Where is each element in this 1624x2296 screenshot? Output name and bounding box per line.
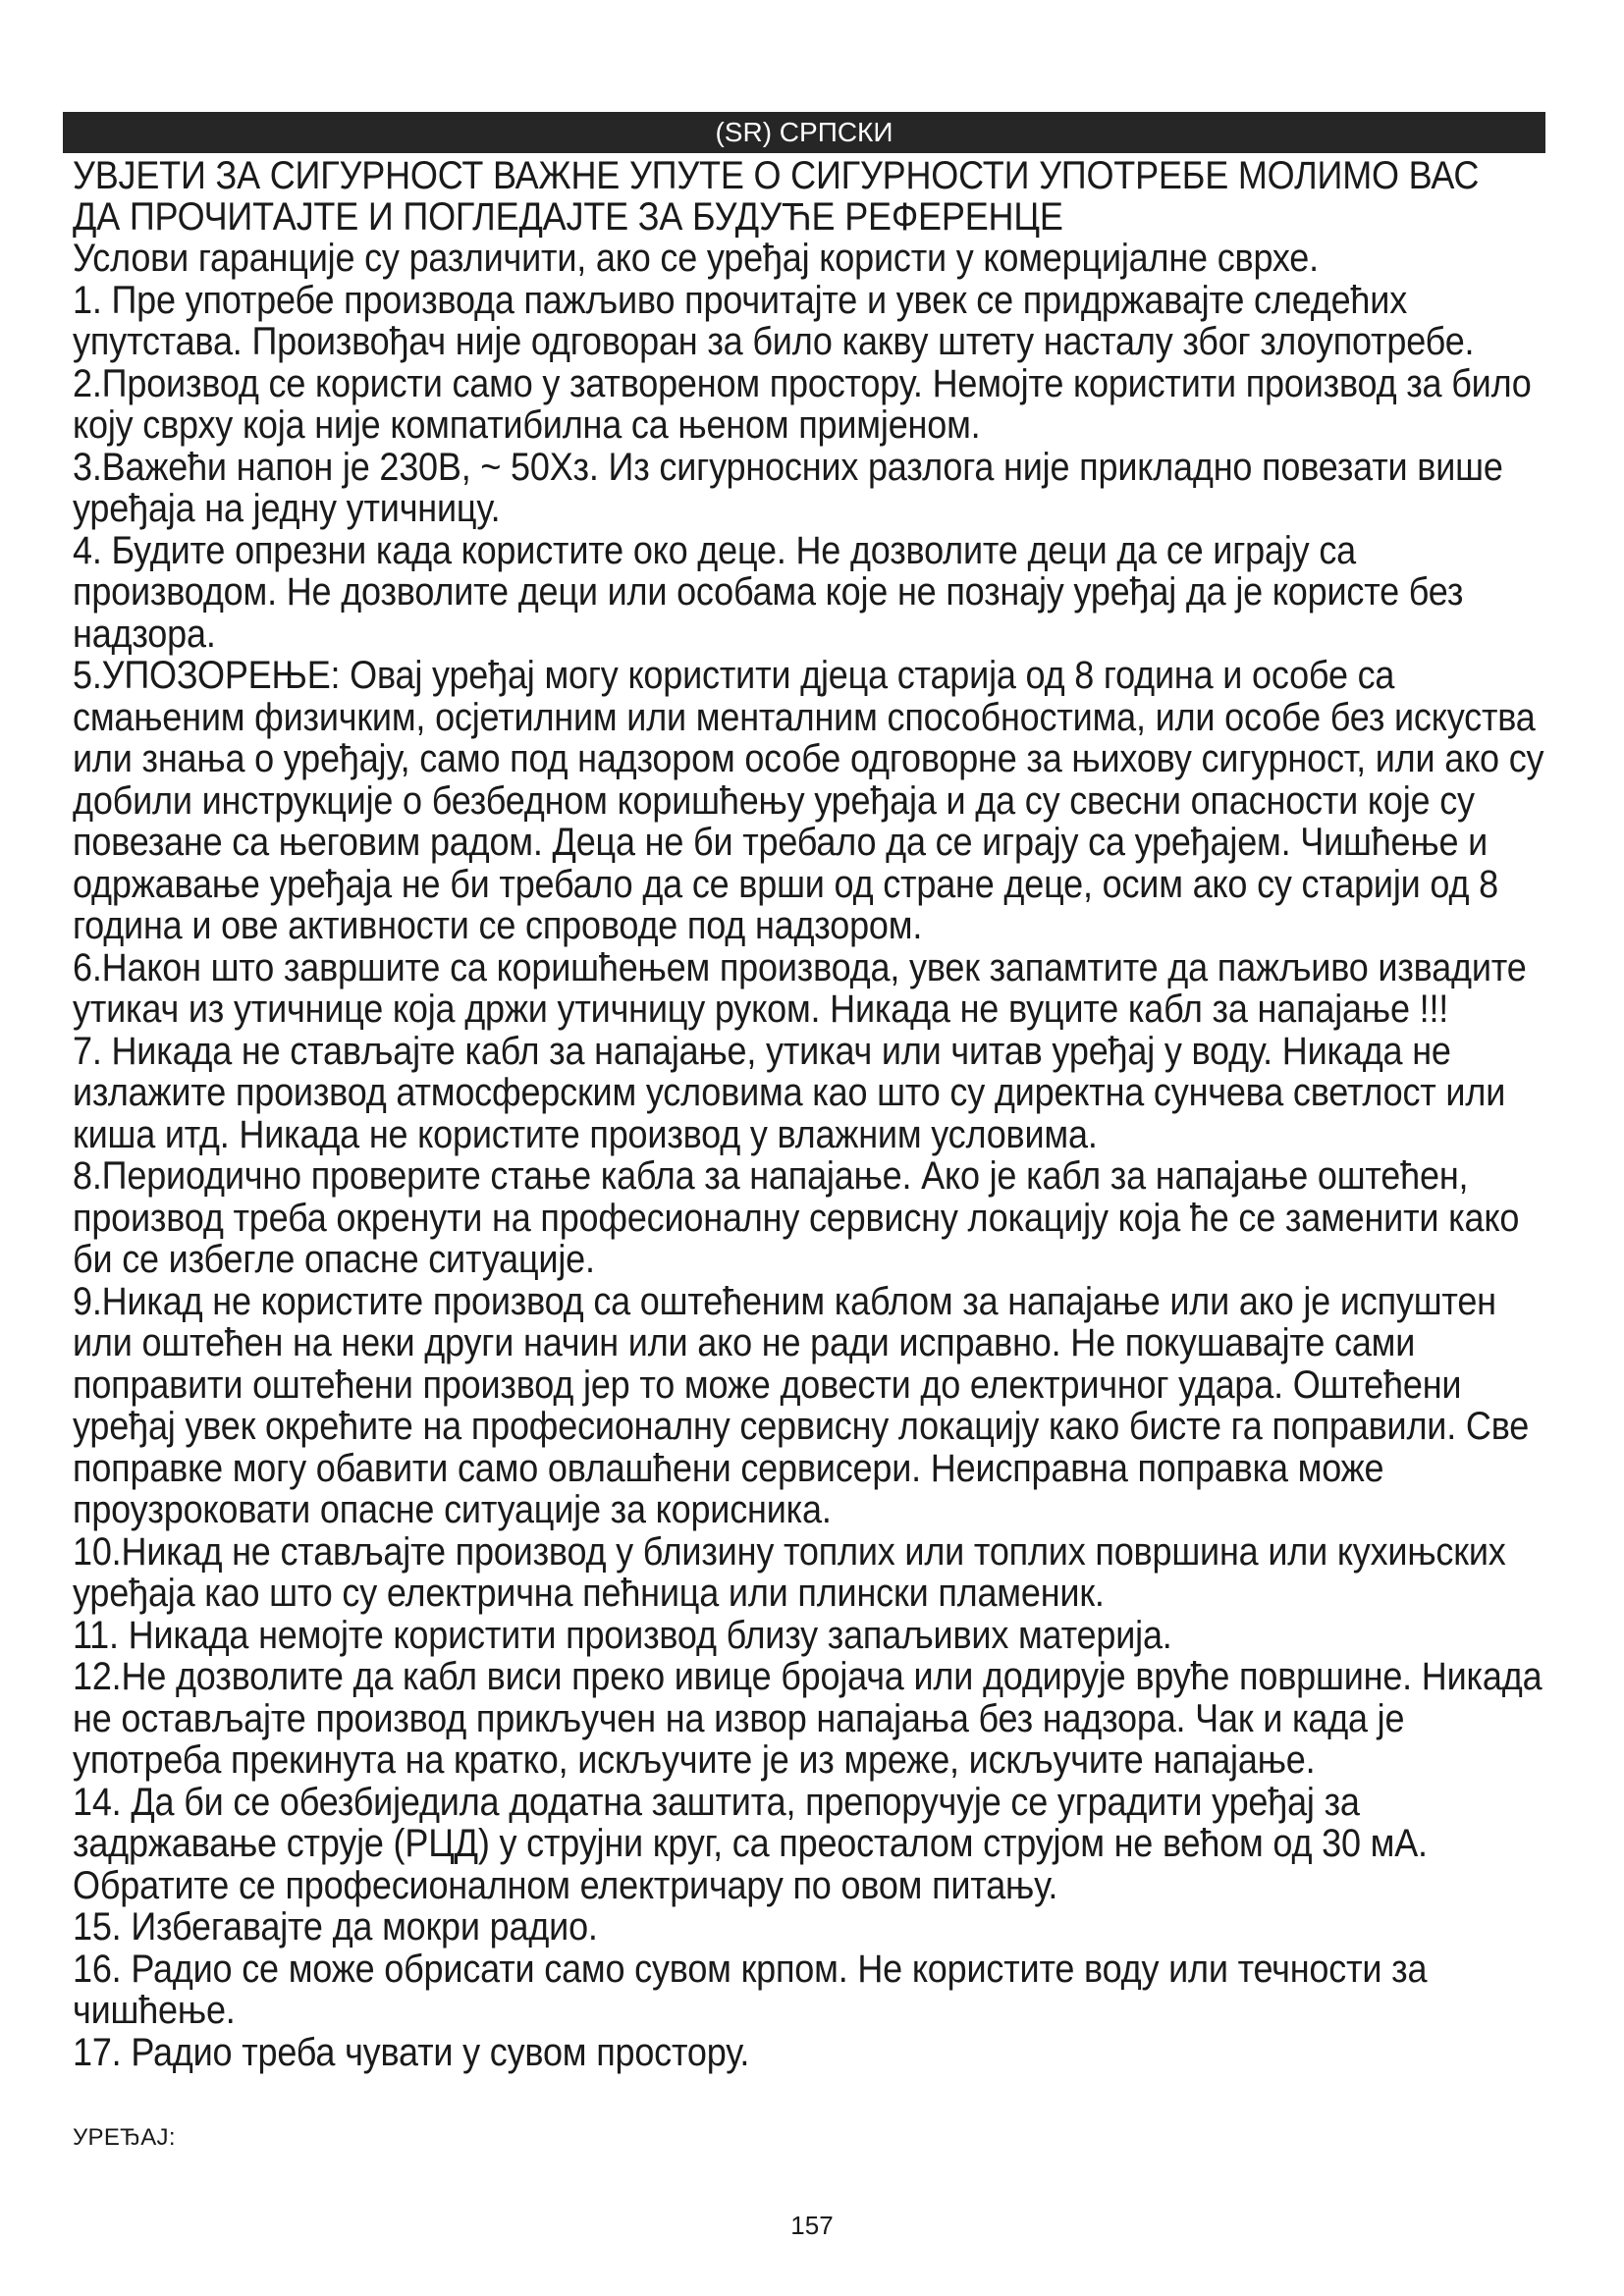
instruction-6: 6.Након што завршите са коришћењем производа, увек запамтите да пажљиво извадите утикач из утичнице која држи утичницу руком. Никада не вуците кабл за напајање !!! — [73, 945, 1527, 1031]
intro-paragraph: Услови гаранције су различити, ако се уређај користи у комерцијалне сврхе. — [73, 237, 1319, 280]
instruction-10: 10.Никад не стављајте производ у близину топлих или топлих површина или кухињских уређаја као што су електрична пећница или плински пламеник. — [73, 1529, 1506, 1615]
document-title — [73, 155, 1544, 238]
title-line-2: ДА ПРОЧИТАЈТЕ И ПОГЛЕДАЈТЕ ЗА БУДУЋЕ РЕФЕРЕНЦЕ — [73, 195, 1063, 239]
instruction-9: 9.Никад не користите производ са оштећеним каблом за напајање или ако је испуштен или оштећен на неки други начин или ако не ради исправно. Не покушавајте сами поправити оштећени производ јер то може довести до електричног удара. Оштећени уређај увек окрећите на професионалну сервисну локацију како бисте га поправили. Све поправке могу обавити само овлашћени сервисери. Неисправна поправка може проузроковати опасне ситуације за корисника. — [73, 1279, 1530, 1531]
instruction-3: 3.Важећи напон је 230В, ~ 50Хз. Из сигурносних разлога није прикладно повезати више уређаја на једну утичницу. — [73, 445, 1503, 530]
instruction-7: 7. Никада не стављајте кабл за напајање, утикач или читав уређај у воду. Никада не излажите производ атмосферским условима као што су директна сунчева светлост или киша итд. Никада не користите производ у влажним условима. — [73, 1029, 1506, 1156]
instruction-15: 15. Избегавајте да мокри радио. — [73, 1905, 598, 1949]
safety-instructions — [73, 155, 1544, 2073]
instruction-5: 5.УПОЗОРЕЊЕ: Овај уређај могу користити дјеца старија од 8 година и особе са смањеним физичким, осјетилним или менталним способностима, или особе без искуства или знања о уређају, само под надзором особе одговорне за њихову сигурност, или ако су добили инструкције о безбедном коришћењу уређаја и да су свесни опасности које су повезане са његовим радом. Деца не би требало да се играју са уређајем. Чишћење и одржавање уређаја не би требало да се врши од стране деце, осим ако су старији од 8 година и ове активности се спроводе под надзором. — [73, 654, 1544, 947]
device-label: УРЕЂАЈ: — [73, 2124, 176, 2151]
instruction-8: 8.Периодично проверите стање кабла за напајање. Ако је кабл за напајање оштећен, производ треба окренути на професионалну сервисну локацију која ће се заменити како би се избегле опасне ситуације. — [73, 1154, 1520, 1281]
instruction-4: 4. Будите опрезни када користите око деце. Не дозволите деци да се играју са производом. Не дозволите деци или особама које не познају уређај да је користе без надзора. — [73, 528, 1464, 656]
title-line-1: УВЈЕТИ ЗА СИГУРНОСТ ВАЖНЕ УПУТЕ О СИГУРНОСТИ УПОТРЕБЕ МОЛИМО ВАС — [73, 154, 1480, 197]
language-label: (SR) СРПСКИ — [715, 117, 893, 147]
instruction-17: 17. Радио треба чувати у сувом простору. — [73, 2030, 750, 2074]
language-header-bar — [63, 112, 1545, 153]
instruction-11: 11. Никада немојте користити производ близу запаљивих материја. — [73, 1613, 1172, 1657]
page-number: 157 — [790, 2211, 834, 2240]
instruction-16: 16. Радио се може обрисати само сувом крпом. Не користите воду или течности за чишћење. — [73, 1947, 1428, 2032]
instruction-14: 14. Да би се обезбиједила додатна заштита, препоручује се уградити уређај за задржавање струје (РЦД) у струјни круг, са преосталом струјом не већом од 30 мА. Обратите се професионалном електричару по овом питању. — [73, 1780, 1428, 1907]
instruction-1: 1. Пре употребе производа пажљиво прочитајте и увек се придржавајте следећих упутстава. Произвођач није одговоран за било какву штету насталу због злоупотребе. — [73, 278, 1475, 363]
instruction-2: 2.Производ се користи само у затвореном простору. Немојте користити производ за било коју сврху која није компатибилна са њеном примјеном. — [73, 361, 1532, 447]
instruction-12: 12.Не дозволите да кабл виси преко ивице бројача или додирује вруће површине. Никада не остављајте производ прикључен на извор напајања без надзора. Чак и када је употреба прекинута на кратко, искључите је из мреже, искључите напајање. — [73, 1655, 1543, 1782]
